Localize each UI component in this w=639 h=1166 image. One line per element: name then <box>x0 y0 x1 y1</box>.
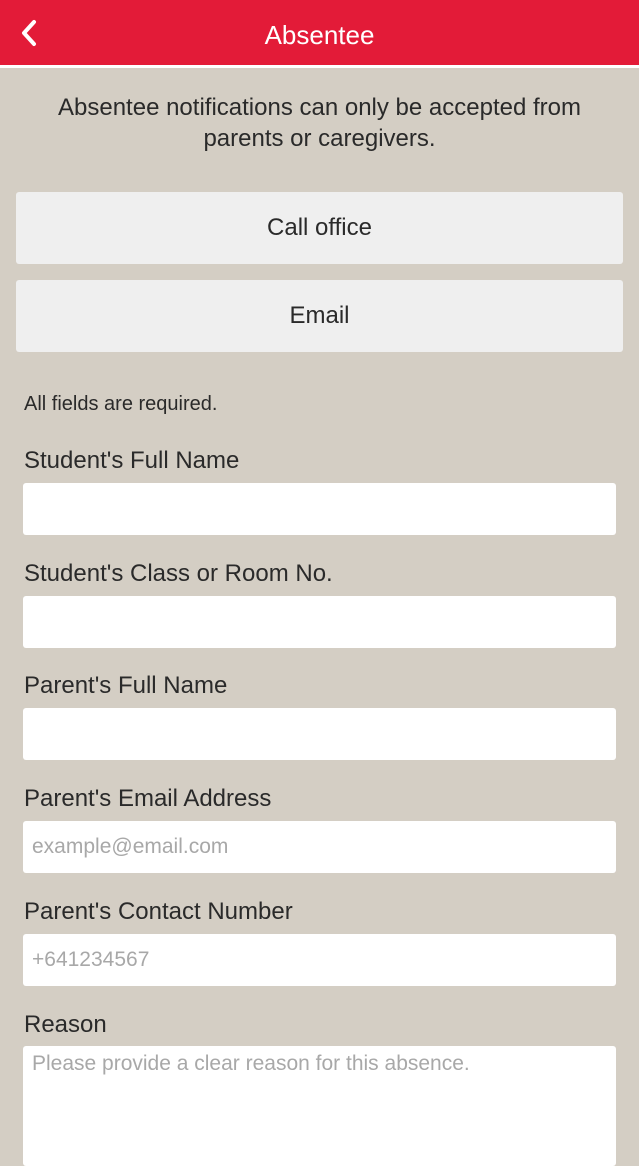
student-class-label: Student's Class or Room No. <box>24 560 333 587</box>
student-class-input[interactable] <box>23 596 616 648</box>
parent-email-label: Parent's Email Address <box>24 785 272 812</box>
page-title: Absentee <box>264 20 375 50</box>
student-name-label: Student's Full Name <box>24 447 240 474</box>
call-office-button[interactable]: Call office <box>16 192 623 264</box>
parent-phone-input[interactable] <box>23 934 616 986</box>
reason-textarea[interactable] <box>23 1046 616 1166</box>
parent-phone-label: Parent's Contact Number <box>24 898 293 925</box>
parent-email-input[interactable] <box>23 821 616 873</box>
reason-label: Reason <box>24 1011 107 1038</box>
parent-name-label: Parent's Full Name <box>24 672 228 699</box>
parent-name-input[interactable] <box>23 708 616 760</box>
main-content <box>0 68 639 1038</box>
required-note: All fields are required. <box>24 393 218 415</box>
student-name-input[interactable] <box>23 483 616 535</box>
notice-text: Absentee notifications can only be accepted from parents or caregivers. <box>58 94 581 152</box>
email-button[interactable]: Email <box>16 280 623 352</box>
navigation-bar <box>0 0 639 68</box>
